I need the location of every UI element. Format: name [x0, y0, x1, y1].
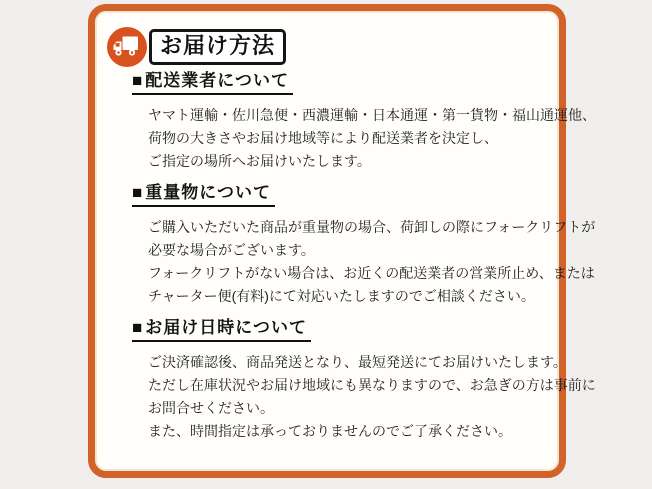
body-line: ご購入いただいた商品が重量物の場合、荷卸しの際にフォークリフトが: [148, 219, 596, 235]
section-heading: [132, 69, 545, 95]
square-bullet-icon: ■: [132, 183, 144, 202]
section-body: [148, 104, 596, 173]
section-body: [148, 216, 596, 308]
panel-content: [95, 11, 596, 443]
delivery-info-panel: [88, 4, 596, 478]
section-shipping-carriers: [107, 69, 596, 173]
truck-icon: [107, 27, 147, 67]
body-line: お問合せください。: [148, 400, 274, 416]
body-line: ご決済確認後、商品発送となり、最短発送にてお届けいたします。: [148, 354, 567, 370]
section-heavy-items: [107, 181, 596, 308]
body-line: ご指定の場所へお届けいたします。: [148, 153, 371, 169]
body-line: ヤマト運輸・佐川急便・西濃運輸・日本通運・第一貨物・福山通運他、: [148, 107, 596, 123]
square-bullet-icon: ■: [132, 71, 144, 90]
section-heading-label: 重量物について: [145, 183, 271, 202]
section-heading-label: お届け日時について: [145, 318, 307, 337]
panel-header: [107, 27, 545, 67]
square-bullet-icon: ■: [132, 318, 144, 337]
body-line: 荷物の大きさやお届け地域等により配送業者を決定し、: [148, 130, 498, 146]
body-line: チャーター便(有料)にて対応いたしますのでご相談ください。: [148, 288, 535, 304]
section-heading-label: 配送業者について: [145, 71, 289, 90]
body-line: フォークリフトがない場合は、お近くの配送業者の営業所止め、または: [148, 265, 595, 281]
body-line: また、時間指定は承っておりませんのでご了承ください。: [148, 423, 512, 439]
body-line: 必要な場合がございます。: [148, 242, 315, 258]
section-body: [148, 351, 596, 443]
section-heading: [132, 181, 545, 207]
page-title: お届け方法: [149, 29, 286, 65]
section-delivery-schedule: [107, 316, 596, 443]
body-line: ただし在庫状況やお届け地域にも異なりますので、お急ぎの方は事前に: [148, 377, 596, 393]
section-heading: [132, 316, 545, 342]
